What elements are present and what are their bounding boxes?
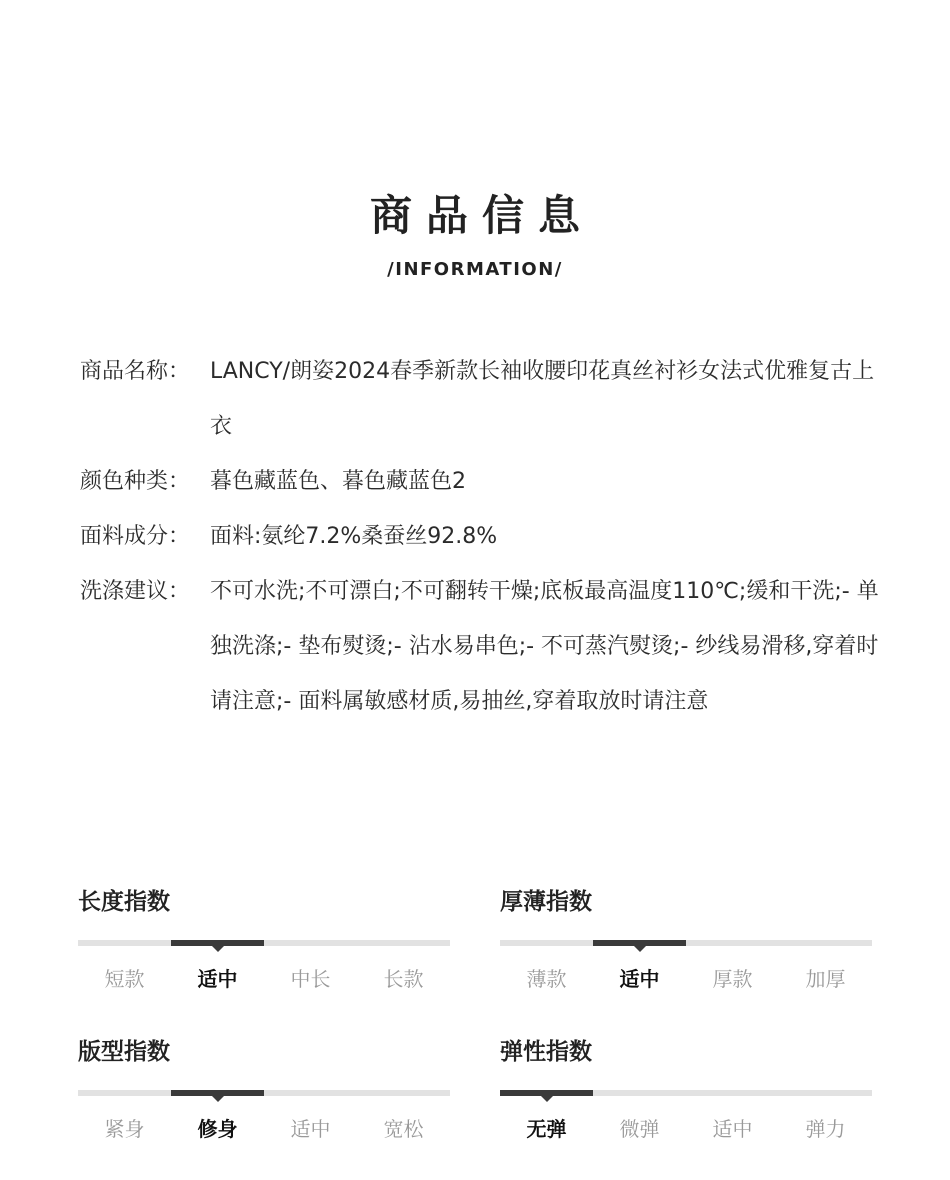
index-option: 薄款: [526, 967, 567, 991]
info-label: 洗涤建议：: [80, 579, 191, 604]
index-scale: [500, 940, 872, 946]
index-elasticity: [500, 1030, 872, 1180]
index-option: 适中: [712, 1117, 753, 1141]
index-option: 宽松: [383, 1117, 424, 1141]
info-label: 颜色种类：: [80, 469, 191, 494]
scale-segment: [264, 1090, 357, 1096]
scale-segment: [593, 940, 686, 946]
index-option: 短款: [104, 967, 145, 991]
index-labels: [78, 964, 450, 994]
index-length: [78, 880, 450, 1030]
index-option: 适中: [619, 967, 660, 991]
scale-segment: [686, 940, 779, 946]
index-option: 长款: [383, 967, 424, 991]
index-scale: [500, 1090, 872, 1096]
info-value: LANCY/朗姿2024春季新款长袖收腰印花真丝衬衫女法式优雅复古上衣: [210, 359, 875, 439]
index-option: 弹力: [805, 1117, 846, 1141]
scale-segment: [686, 1090, 779, 1096]
index-option: 无弹: [526, 1117, 567, 1141]
index-scale: [78, 940, 450, 946]
scale-segment: [357, 1090, 450, 1096]
index-scale: [78, 1090, 450, 1096]
index-labels: [500, 1114, 872, 1144]
index-labels: [78, 1114, 450, 1144]
scale-segment: [357, 940, 450, 946]
index-option: 紧身: [104, 1117, 145, 1141]
index-thickness: [500, 880, 872, 1030]
index-option: 适中: [197, 967, 238, 991]
info-label: 面料成分：: [80, 524, 191, 549]
index-fit: [78, 1030, 450, 1180]
index-title: 厚薄指数: [500, 889, 592, 915]
scale-segment: [500, 1090, 593, 1096]
scale-segment: [593, 1090, 686, 1096]
index-title: 版型指数: [78, 1039, 170, 1065]
scale-segment: [500, 940, 593, 946]
index-option: 适中: [290, 1117, 331, 1141]
scale-segment: [779, 1090, 872, 1096]
index-title: 弹性指数: [500, 1039, 592, 1065]
scale-segment: [171, 1090, 264, 1096]
index-labels: [500, 964, 872, 994]
index-option: 修身: [197, 1117, 238, 1141]
info-row-material: [80, 509, 880, 564]
scale-segment: [78, 1090, 171, 1096]
index-option: 厚款: [712, 967, 753, 991]
info-row-color: [80, 454, 880, 509]
scale-segment: [779, 940, 872, 946]
info-value: 暮色藏蓝色、暮色藏蓝色2: [210, 469, 466, 494]
info-value: 面料:氨纶7.2%桑蚕丝92.8%: [210, 524, 498, 549]
scale-segment: [264, 940, 357, 946]
index-option: 加厚: [805, 967, 846, 991]
scale-segment: [171, 940, 264, 946]
index-option: 微弹: [619, 1117, 660, 1141]
info-row-care: [80, 564, 880, 729]
index-option: 中长: [290, 967, 331, 991]
size-indices: [78, 880, 872, 1180]
index-title: 长度指数: [78, 889, 170, 915]
page-subtitle: /INFORMATION/: [387, 259, 563, 280]
info-row-name: [80, 344, 880, 454]
info-label: 商品名称：: [80, 359, 191, 384]
page-title: 商品信息: [369, 191, 594, 240]
info-value: 不可水洗;不可漂白;不可翻转干燥;底板最高温度110℃;缓和干洗;- 单独洗涤;- 垫布熨烫;- 沾水易串色;- 不可蒸汽熨烫;- 纱线易滑移,穿着时请注意;- 面料属敏感材质,易抽丝,穿着取放时请注意: [210, 579, 879, 714]
scale-segment: [78, 940, 171, 946]
product-info-list: [80, 344, 880, 729]
